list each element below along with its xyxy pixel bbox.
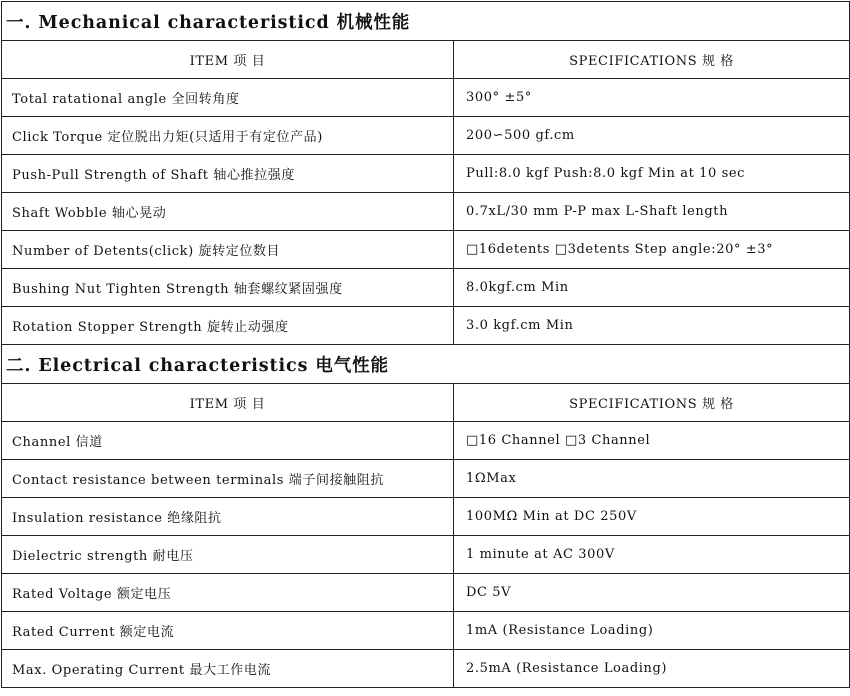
specifications-table xyxy=(1,1,850,688)
table-row xyxy=(2,193,850,231)
section-title-row xyxy=(2,345,850,384)
item-column-header: ITEM 项 目 xyxy=(2,41,454,79)
table-row xyxy=(2,536,850,574)
table-row xyxy=(2,498,850,536)
spec-cell: 1mA (Resistance Loading) xyxy=(454,612,850,650)
table-row xyxy=(2,307,850,345)
item-cell: Shaft Wobble 轴心晃动 xyxy=(2,193,454,231)
table-row xyxy=(2,460,850,498)
item-cell: Rated Current 额定电流 xyxy=(2,612,454,650)
spec-cell: □16 Channel □3 Channel xyxy=(454,422,850,460)
spec-cell: 8.0kgf.cm Min xyxy=(454,269,850,307)
spec-cell: 2.5mA (Resistance Loading) xyxy=(454,650,850,688)
table-row xyxy=(2,231,850,269)
item-cell: Dielectric strength 耐电压 xyxy=(2,536,454,574)
table-row xyxy=(2,650,850,688)
spec-cell: Pull:8.0 kgf Push:8.0 kgf Min at 10 sec xyxy=(454,155,850,193)
item-cell: Channel 信道 xyxy=(2,422,454,460)
item-cell: Push-Pull Strength of Shaft 轴心推拉强度 xyxy=(2,155,454,193)
table-row xyxy=(2,422,850,460)
spec-cell: DC 5V xyxy=(454,574,850,612)
item-cell: Click Torque 定位脱出力矩(只适用于有定位产品) xyxy=(2,117,454,155)
table-row xyxy=(2,269,850,307)
item-cell: Number of Detents(click) 旋转定位数目 xyxy=(2,231,454,269)
spec-cell: 1 minute at AC 300V xyxy=(454,536,850,574)
table-header-row xyxy=(2,384,850,422)
item-cell: Rotation Stopper Strength 旋转止动强度 xyxy=(2,307,454,345)
item-cell: Rated Voltage 额定电压 xyxy=(2,574,454,612)
spec-sheet xyxy=(1,1,849,694)
table-row xyxy=(2,117,850,155)
table-header-row xyxy=(2,41,850,79)
table-row xyxy=(2,155,850,193)
table-row xyxy=(2,79,850,117)
section-title-electrical: 二. Electrical characteristics 电气性能 xyxy=(2,345,850,384)
section-title-mechanical: 一. Mechanical characteristicd 机械性能 xyxy=(2,2,850,41)
spec-cell: 300° ±5° xyxy=(454,79,850,117)
spec-cell: 1ΩMax xyxy=(454,460,850,498)
item-column-header: ITEM 项 目 xyxy=(2,384,454,422)
spec-column-header: SPECIFICATIONS 规 格 xyxy=(454,384,850,422)
table-row xyxy=(2,612,850,650)
section-title-row xyxy=(2,2,850,41)
item-cell: Bushing Nut Tighten Strength 轴套螺纹紧固强度 xyxy=(2,269,454,307)
item-cell: Max. Operating Current 最大工作电流 xyxy=(2,650,454,688)
spec-cell: 0.7xL/30 mm P-P max L-Shaft length xyxy=(454,193,850,231)
item-cell: Contact resistance between terminals 端子间接触阻抗 xyxy=(2,460,454,498)
item-cell: Insulation resistance 绝缘阻抗 xyxy=(2,498,454,536)
spec-cell: 200∽500 gf.cm xyxy=(454,117,850,155)
spec-cell: □16detents □3detents Step angle:20° ±3° xyxy=(454,231,850,269)
spec-cell: 3.0 kgf.cm Min xyxy=(454,307,850,345)
table-row xyxy=(2,574,850,612)
spec-column-header: SPECIFICATIONS 规 格 xyxy=(454,41,850,79)
spec-cell: 100MΩ Min at DC 250V xyxy=(454,498,850,536)
item-cell: Total ratational angle 全回转角度 xyxy=(2,79,454,117)
